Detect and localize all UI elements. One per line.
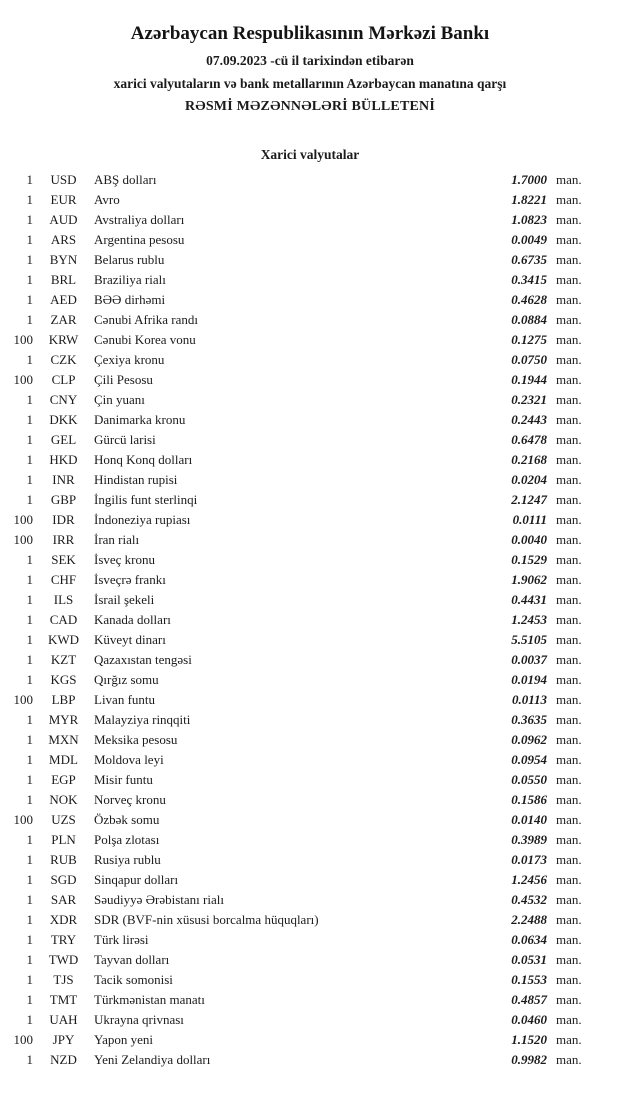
- currency-name: Ukrayna qrivnası: [94, 1012, 184, 1027]
- currency-quantity: 1: [26, 572, 33, 587]
- currency-name: Rusiya rublu: [94, 852, 161, 867]
- currency-unit: man.: [556, 572, 582, 587]
- rate-row: [0, 650, 620, 670]
- currency-rate: 2.2488: [511, 912, 547, 927]
- currency-quantity: 1: [26, 432, 33, 447]
- currency-unit: man.: [556, 972, 582, 987]
- currency-quantity: 1: [26, 912, 33, 927]
- currency-code: TJS: [53, 972, 74, 987]
- currency-code: KWD: [47, 632, 80, 647]
- currency-code: XDR: [49, 912, 78, 927]
- currency-quantity: 1: [26, 932, 33, 947]
- rate-row: [0, 510, 620, 530]
- currency-quantity: 1: [26, 392, 33, 407]
- currency-code: KGS: [50, 672, 77, 687]
- currency-unit: man.: [556, 292, 582, 307]
- currency-unit: man.: [556, 632, 582, 647]
- currency-name: Türkmənistan manatı: [94, 992, 205, 1007]
- currency-rate: 0.4532: [511, 892, 547, 907]
- currency-unit: man.: [556, 352, 582, 367]
- currency-unit: man.: [556, 512, 582, 527]
- currency-code: KZT: [50, 652, 77, 667]
- currency-quantity: 1: [26, 652, 33, 667]
- rate-row: [0, 570, 620, 590]
- currency-code: GBP: [50, 492, 77, 507]
- currency-code: LBP: [51, 692, 76, 707]
- currency-code: DKK: [49, 412, 78, 427]
- currency-rate: 0.3635: [511, 712, 547, 727]
- currency-name: Moldova leyi: [94, 752, 164, 767]
- currency-unit: man.: [556, 852, 582, 867]
- currency-name: İsveçrə frankı: [94, 572, 166, 587]
- rate-row: [0, 1030, 620, 1050]
- currency-rate: 0.1553: [511, 972, 547, 987]
- effective-date-line: 07.09.2023 -cü il tarixindən etibarən: [206, 53, 414, 68]
- currency-rate: 0.0460: [511, 1012, 547, 1027]
- currency-name: İran rialı: [94, 532, 140, 547]
- rate-row: [0, 990, 620, 1010]
- currency-quantity: 1: [26, 1012, 33, 1027]
- currency-name: Honq Konq dolları: [94, 452, 193, 467]
- rate-row: [0, 630, 620, 650]
- currency-name: BƏƏ dirhəmi: [94, 292, 166, 307]
- currency-name: Avstraliya dolları: [94, 212, 185, 227]
- currency-name: Tacik somonisi: [94, 972, 173, 987]
- currency-unit: man.: [556, 552, 582, 567]
- currency-unit: man.: [556, 412, 582, 427]
- exchange-rates-table: [0, 170, 620, 1070]
- currency-rate: 0.3989: [511, 832, 547, 847]
- currency-name: Polşa zlotası: [94, 832, 160, 847]
- currency-quantity: 1: [26, 272, 33, 287]
- currency-code: AED: [50, 292, 77, 307]
- currency-rate: 0.4628: [511, 292, 547, 307]
- currency-unit: man.: [556, 192, 582, 207]
- currency-code: SAR: [50, 892, 77, 907]
- currency-quantity: 1: [26, 972, 33, 987]
- currency-rate: 0.0037: [511, 652, 547, 667]
- currency-unit: man.: [556, 992, 582, 1007]
- currency-rate: 0.1944: [511, 372, 547, 387]
- currency-code: TMT: [49, 992, 78, 1007]
- currency-name: Qazaxıstan tengəsi: [94, 652, 192, 667]
- currency-quantity: 1: [26, 872, 33, 887]
- rate-row: [0, 950, 620, 970]
- currency-rate: 0.1275: [511, 332, 547, 347]
- currency-rate: 1.2456: [511, 872, 547, 887]
- currency-code: CZK: [50, 352, 77, 367]
- currency-rate: 1.2453: [511, 612, 547, 627]
- currency-code: CNY: [49, 392, 78, 407]
- currency-unit: man.: [556, 612, 582, 627]
- currency-code: GEL: [50, 432, 77, 447]
- currency-name: Yeni Zelandiya dolları: [94, 1052, 211, 1067]
- rate-row: [0, 550, 620, 570]
- currency-name: Cənubi Korea vonu: [94, 332, 196, 347]
- currency-rate: 2.1247: [511, 492, 547, 507]
- currency-code: ILS: [53, 592, 74, 607]
- currency-code: JPY: [52, 1032, 75, 1047]
- currency-unit: man.: [556, 1012, 582, 1027]
- currency-rate: 0.6478: [511, 432, 547, 447]
- currency-name: Braziliya rialı: [94, 272, 166, 287]
- currency-name: Çexiya kronu: [94, 352, 165, 367]
- currency-name: Avro: [94, 192, 120, 207]
- currency-code: PLN: [51, 832, 76, 847]
- currency-code: ZAR: [50, 312, 77, 327]
- currency-unit: man.: [556, 772, 582, 787]
- currency-quantity: 1: [26, 632, 33, 647]
- currency-code: RUB: [50, 852, 77, 867]
- currency-quantity: 1: [26, 892, 33, 907]
- currency-rate: 0.0634: [511, 932, 547, 947]
- rate-row: [0, 790, 620, 810]
- currency-code: INR: [52, 472, 75, 487]
- currency-quantity: 1: [26, 992, 33, 1007]
- currency-quantity: 1: [26, 292, 33, 307]
- currency-name: Argentina pesosu: [94, 232, 185, 247]
- currency-unit: man.: [556, 912, 582, 927]
- currency-unit: man.: [556, 472, 582, 487]
- rate-row: [0, 390, 620, 410]
- currency-quantity: 1: [26, 772, 33, 787]
- currency-code: MDL: [49, 752, 78, 767]
- rate-row: [0, 170, 620, 190]
- currency-code: SEK: [51, 552, 76, 567]
- currency-rate: 0.6735: [511, 252, 547, 267]
- rate-row: [0, 1010, 620, 1030]
- rate-row: [0, 310, 620, 330]
- currency-quantity: 1: [26, 492, 33, 507]
- rate-row: [0, 210, 620, 230]
- currency-rate: 0.0750: [511, 352, 547, 367]
- currency-unit: man.: [556, 952, 582, 967]
- currency-name: Küveyt dinarı: [94, 632, 166, 647]
- currency-quantity: 100: [13, 512, 33, 527]
- currency-rate: 0.0954: [511, 752, 547, 767]
- currency-quantity: 100: [13, 372, 33, 387]
- currency-code: TWD: [48, 952, 79, 967]
- rate-row: [0, 910, 620, 930]
- currency-unit: man.: [556, 812, 582, 827]
- rate-row: [0, 710, 620, 730]
- currency-code: NOK: [49, 792, 78, 807]
- currency-code: AUD: [49, 212, 78, 227]
- currency-quantity: 1: [26, 672, 33, 687]
- currency-unit: man.: [556, 932, 582, 947]
- currency-quantity: 1: [26, 752, 33, 767]
- currency-name: Kanada dolları: [94, 612, 171, 627]
- currency-quantity: 1: [26, 472, 33, 487]
- rate-row: [0, 430, 620, 450]
- rate-row: [0, 410, 620, 430]
- currency-unit: man.: [556, 432, 582, 447]
- currency-rate: 0.2168: [511, 452, 547, 467]
- currency-quantity: 1: [26, 212, 33, 227]
- currency-quantity: 1: [26, 1052, 33, 1067]
- currency-rate: 0.0550: [511, 772, 547, 787]
- currency-quantity: 1: [26, 232, 33, 247]
- currency-rate: 0.0111: [512, 512, 547, 527]
- currency-code: CHF: [50, 572, 77, 587]
- rate-row: [0, 930, 620, 950]
- rate-row: [0, 750, 620, 770]
- currency-name: Hindistan rupisi: [94, 472, 178, 487]
- rate-row: [0, 490, 620, 510]
- rate-row: [0, 610, 620, 630]
- rate-row: [0, 1050, 620, 1070]
- currency-rate: 1.8221: [511, 192, 547, 207]
- currency-quantity: 100: [13, 1032, 33, 1047]
- currency-rate: 0.0531: [511, 952, 547, 967]
- currency-rate: 0.0173: [511, 852, 547, 867]
- currency-rate: 1.0823: [511, 212, 547, 227]
- currency-name: İndoneziya rupiası: [94, 512, 191, 527]
- currency-unit: man.: [556, 692, 582, 707]
- rate-row: [0, 890, 620, 910]
- currency-code: IDR: [52, 512, 75, 527]
- currency-code: MXN: [48, 732, 79, 747]
- currency-quantity: 1: [26, 612, 33, 627]
- rate-row: [0, 730, 620, 750]
- currency-quantity: 1: [26, 312, 33, 327]
- rate-row: [0, 870, 620, 890]
- currency-rate: 0.0204: [511, 472, 547, 487]
- currency-name: İsrail şekeli: [94, 592, 155, 607]
- currency-quantity: 1: [26, 192, 33, 207]
- currency-rate: 0.0040: [511, 532, 547, 547]
- currency-unit: man.: [556, 1052, 582, 1067]
- currency-unit: man.: [556, 332, 582, 347]
- currency-rate: 0.2321: [511, 392, 547, 407]
- currency-code: BRL: [50, 272, 77, 287]
- currency-unit: man.: [556, 872, 582, 887]
- rate-row: [0, 270, 620, 290]
- currency-unit: man.: [556, 232, 582, 247]
- currency-name: Malayziya rinqqiti: [94, 712, 191, 727]
- currency-name: Çili Pesosu: [94, 372, 153, 387]
- currency-unit: man.: [556, 252, 582, 267]
- currency-rate: 0.1529: [511, 552, 547, 567]
- currency-code: CLP: [51, 372, 76, 387]
- currency-code: NZD: [50, 1052, 77, 1067]
- section-title-foreign-currencies: Xarici valyutalar: [260, 147, 360, 162]
- currency-unit: man.: [556, 532, 582, 547]
- currency-name: Gürcü larisi: [94, 432, 156, 447]
- currency-code: UZS: [51, 812, 76, 827]
- rate-row: [0, 970, 620, 990]
- currency-rate: 0.0194: [511, 672, 547, 687]
- currency-unit: man.: [556, 312, 582, 327]
- currency-rate: 1.9062: [511, 572, 547, 587]
- currency-quantity: 1: [26, 732, 33, 747]
- currency-name: Misir funtu: [94, 772, 153, 787]
- currency-name: Meksika pesosu: [94, 732, 178, 747]
- currency-name: İsveç kronu: [94, 552, 156, 567]
- currency-unit: man.: [556, 652, 582, 667]
- currency-unit: man.: [556, 452, 582, 467]
- currency-unit: man.: [556, 832, 582, 847]
- currency-name: Özbək somu: [94, 812, 160, 827]
- currency-quantity: 100: [13, 332, 33, 347]
- currency-name: Tayvan dolları: [94, 952, 170, 967]
- currency-name: Livan funtu: [94, 692, 156, 707]
- currency-name: SDR (BVF-nin xüsusi borcalma hüquqları): [94, 912, 319, 927]
- rate-row: [0, 250, 620, 270]
- rate-row: [0, 690, 620, 710]
- currency-rate: 1.7000: [511, 172, 547, 187]
- rate-row: [0, 590, 620, 610]
- currency-unit: man.: [556, 272, 582, 287]
- currency-name: Sinqapur dolları: [94, 872, 179, 887]
- currency-name: Cənubi Afrika randı: [94, 312, 198, 327]
- currency-quantity: 1: [26, 252, 33, 267]
- currency-code: MYR: [48, 712, 79, 727]
- rate-row: [0, 830, 620, 850]
- currency-quantity: 1: [26, 952, 33, 967]
- currency-code: USD: [50, 172, 77, 187]
- currency-quantity: 1: [26, 592, 33, 607]
- rate-row: [0, 230, 620, 250]
- currency-unit: man.: [556, 712, 582, 727]
- currency-unit: man.: [556, 492, 582, 507]
- bank-title: Azərbaycan Respublikasının Mərkəzi Bankı: [130, 23, 490, 44]
- currency-quantity: 100: [13, 812, 33, 827]
- currency-name: Qırğız somu: [94, 672, 159, 687]
- currency-code: EUR: [50, 192, 77, 207]
- currency-name: Yapon yeni: [94, 1032, 153, 1047]
- currency-quantity: 100: [13, 532, 33, 547]
- currency-name: Çin yuanı: [94, 392, 145, 407]
- rate-row: [0, 850, 620, 870]
- currency-quantity: 1: [26, 712, 33, 727]
- currency-name: Belarus rublu: [94, 252, 165, 267]
- currency-quantity: 1: [26, 832, 33, 847]
- rate-row: [0, 670, 620, 690]
- currency-quantity: 1: [26, 352, 33, 367]
- currency-name: Türk lirəsi: [94, 932, 149, 947]
- currency-unit: man.: [556, 672, 582, 687]
- subtitle-line: xarici valyutaların və bank metallarının Azərbaycan manatına qarşı: [113, 76, 507, 91]
- currency-name: Səudiyyə Ərəbistanı rialı: [94, 892, 224, 907]
- currency-rate: 0.1586: [511, 792, 547, 807]
- currency-quantity: 1: [26, 852, 33, 867]
- currency-rate: 0.0049: [511, 232, 547, 247]
- currency-code: BYN: [49, 252, 78, 267]
- currency-name: Danimarka kronu: [94, 412, 186, 427]
- currency-code: UAH: [49, 1012, 78, 1027]
- currency-rate: 0.4857: [511, 992, 547, 1007]
- rate-row: [0, 530, 620, 550]
- bulletin-title: RƏSMİ MƏZƏNNƏLƏRİ BÜLLETENİ: [184, 99, 436, 114]
- rate-row: [0, 330, 620, 350]
- currency-rate: 0.4431: [511, 592, 547, 607]
- rate-row: [0, 370, 620, 390]
- currency-code: TRY: [50, 932, 77, 947]
- currency-code: KRW: [48, 332, 79, 347]
- currency-rate: 0.0113: [511, 692, 547, 707]
- currency-unit: man.: [556, 792, 582, 807]
- currency-quantity: 1: [26, 792, 33, 807]
- currency-quantity: 1: [26, 552, 33, 567]
- currency-code: IRR: [52, 532, 75, 547]
- currency-quantity: 1: [26, 412, 33, 427]
- currency-unit: man.: [556, 752, 582, 767]
- currency-rate: 1.1520: [511, 1032, 547, 1047]
- currency-quantity: 1: [26, 172, 33, 187]
- currency-unit: man.: [556, 172, 582, 187]
- currency-unit: man.: [556, 212, 582, 227]
- currency-unit: man.: [556, 892, 582, 907]
- currency-code: CAD: [49, 612, 78, 627]
- currency-name: İngilis funt sterlinqi: [94, 492, 198, 507]
- rate-row: [0, 350, 620, 370]
- currency-unit: man.: [556, 372, 582, 387]
- currency-code: ARS: [50, 232, 77, 247]
- rate-row: [0, 190, 620, 210]
- rate-row: [0, 290, 620, 310]
- currency-rate: 0.2443: [511, 412, 547, 427]
- currency-name: Norveç kronu: [94, 792, 166, 807]
- currency-rate: 0.0140: [511, 812, 547, 827]
- currency-unit: man.: [556, 732, 582, 747]
- rate-row: [0, 470, 620, 490]
- currency-code: SGD: [50, 872, 77, 887]
- document-header: [0, 0, 620, 115]
- currency-unit: man.: [556, 592, 582, 607]
- currency-rate: 0.0884: [511, 312, 547, 327]
- currency-unit: man.: [556, 1032, 582, 1047]
- currency-rate: 0.0962: [511, 732, 547, 747]
- rate-row: [0, 450, 620, 470]
- currency-rate: 0.9982: [511, 1052, 547, 1067]
- currency-rate: 0.3415: [511, 272, 547, 287]
- rate-row: [0, 770, 620, 790]
- currency-quantity: 1: [26, 452, 33, 467]
- currency-code: EGP: [51, 772, 76, 787]
- currency-quantity: 100: [13, 692, 33, 707]
- currency-name: ABŞ dolları: [94, 172, 157, 187]
- rate-row: [0, 810, 620, 830]
- currency-unit: man.: [556, 392, 582, 407]
- currency-code: HKD: [49, 452, 78, 467]
- currency-rate: 5.5105: [511, 632, 547, 647]
